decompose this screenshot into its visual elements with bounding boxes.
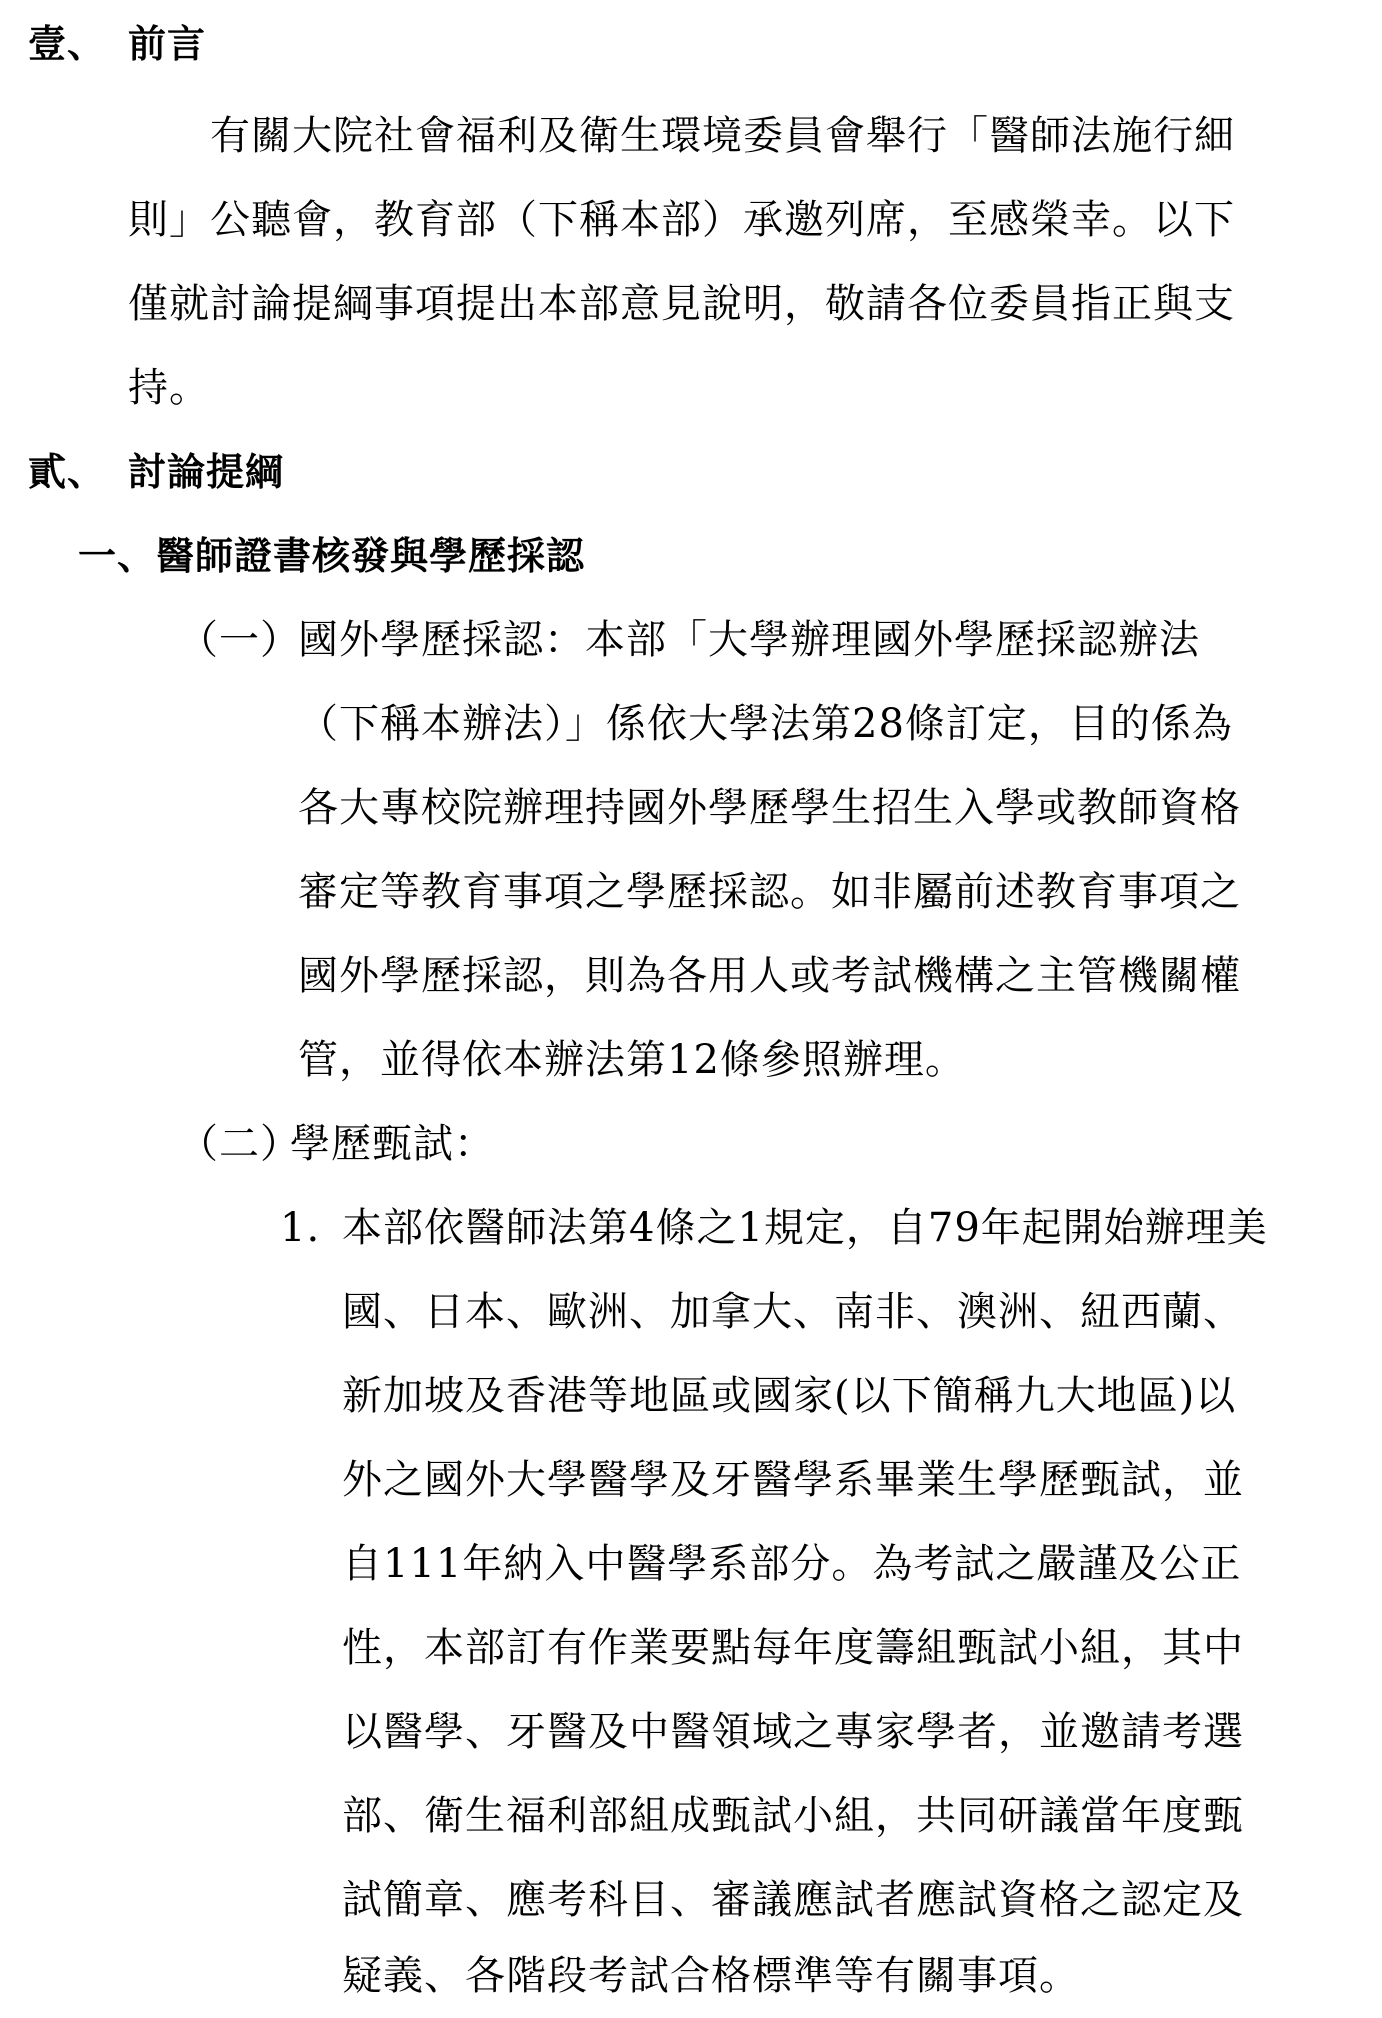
point-1-line-6: 性，本部訂有作業要點每年度籌組甄試小組，其中 bbox=[342, 1625, 1244, 1671]
section-1-title: 前言 bbox=[128, 22, 207, 66]
point-1-line-9: 試簡章、應考科目、審議應試者應試資格之認定及 bbox=[342, 1877, 1244, 1923]
subsection-1-title: 一、醫師證書核發與學歷採認 bbox=[78, 534, 586, 578]
point-1-line-4: 外之國外大學醫學及牙醫學系畢業生學歷甄試，並 bbox=[342, 1457, 1244, 1503]
item-1-line-2: （下稱本辦法）」係依大學法第28條訂定，目的係為 bbox=[298, 701, 1233, 747]
point-1-line-7: 以醫學、牙醫及中醫領域之專家學者，並邀請考選 bbox=[342, 1709, 1244, 1755]
section-2-number: 貳、 bbox=[28, 450, 107, 494]
point-1-line-10: 疑義、各階段考試合格標準等有關事項。 bbox=[342, 1953, 1080, 1999]
point-1-line-2: 國、日本、歐洲、加拿大、南非、澳洲、紐西蘭、 bbox=[342, 1289, 1244, 1335]
intro-line-2: 則」公聽會，教育部（下稱本部）承邀列席，至感榮幸。以下 bbox=[128, 197, 1235, 243]
item-1-line-1: 國外學歷採認：本部「大學辦理國外學歷採認辦法 bbox=[298, 617, 1200, 663]
intro-line-4: 持。 bbox=[128, 365, 210, 411]
item-1-label: （一） bbox=[178, 617, 301, 663]
item-2-label: （二） bbox=[178, 1121, 301, 1167]
point-1-line-5: 自111年納入中醫學系部分。為考試之嚴謹及公正 bbox=[342, 1541, 1242, 1587]
item-1-line-5: 國外學歷採認，則為各用人或考試機構之主管機關權 bbox=[298, 953, 1241, 999]
section-2-heading bbox=[28, 448, 284, 496]
item-2-title: 學歷甄試： bbox=[290, 1121, 495, 1167]
point-1-line-8: 部、衛生福利部組成甄試小組，共同研議當年度甄 bbox=[342, 1793, 1244, 1839]
section-2-title: 討論提綱 bbox=[128, 450, 285, 494]
point-1-line-3: 新加坡及香港等地區或國家(以下簡稱九大地區)以 bbox=[342, 1373, 1237, 1419]
item-1-line-3: 各大專校院辦理持國外學歷學生招生入學或教師資格 bbox=[298, 785, 1241, 831]
item-1-line-6: 管，並得依本辦法第12條參照辦理。 bbox=[298, 1037, 966, 1083]
intro-line-1: 有關大院社會福利及衛生環境委員會舉行「醫師法施行細 bbox=[210, 113, 1235, 159]
point-1-number: 1. bbox=[280, 1205, 321, 1251]
point-1-line-1: 本部依醫師法第4條之1規定，自79年起開始辦理美 bbox=[342, 1205, 1268, 1251]
section-1-heading bbox=[28, 20, 206, 68]
item-1-line-4: 審定等教育事項之學歷採認。如非屬前述教育事項之 bbox=[298, 869, 1241, 915]
intro-line-3: 僅就討論提綱事項提出本部意見說明，敬請各位委員指正與支 bbox=[128, 281, 1235, 327]
section-1-number: 壹、 bbox=[28, 22, 107, 66]
